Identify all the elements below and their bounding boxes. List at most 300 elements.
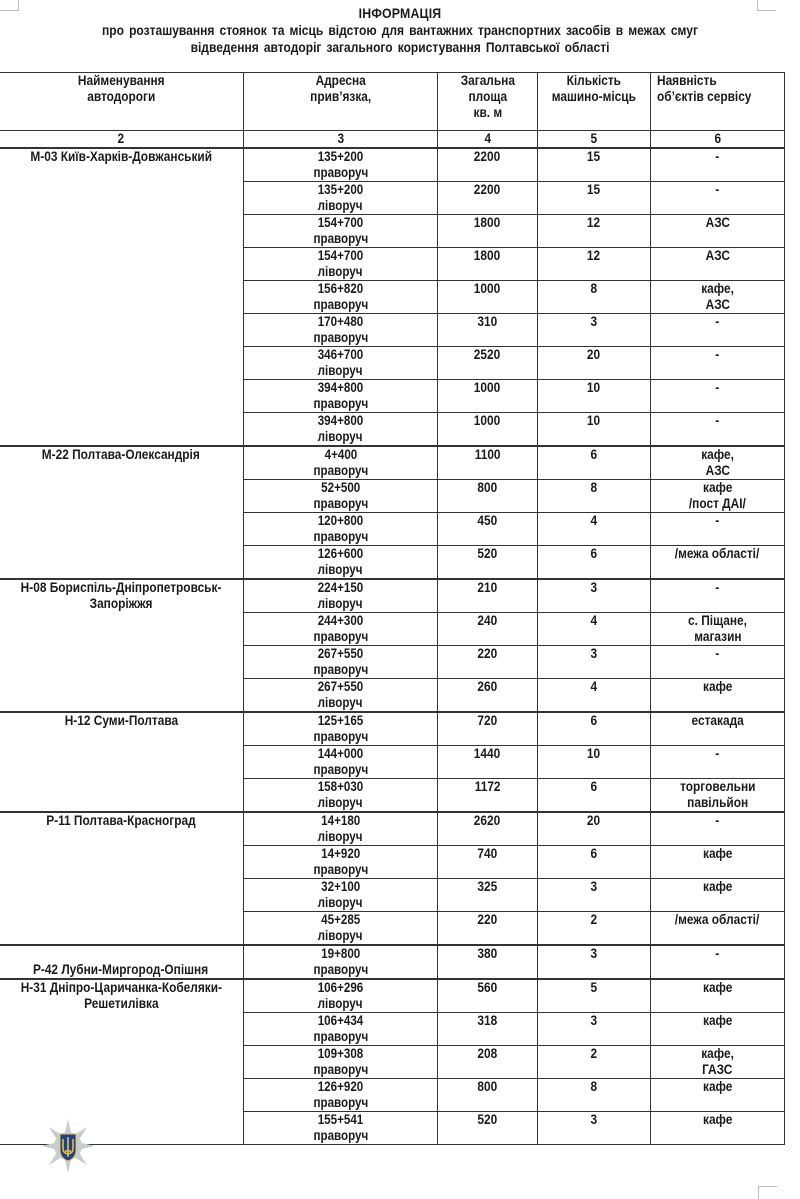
- area-cell: [438, 646, 538, 679]
- column-number-text: 5: [590, 131, 598, 146]
- address: [244, 182, 437, 214]
- spaces-value: 3: [590, 580, 598, 595]
- services: [651, 447, 784, 479]
- spaces-value: 2: [590, 1046, 598, 1061]
- area-cell: [438, 1079, 538, 1112]
- table-row: [0, 446, 785, 480]
- service-item: -: [715, 746, 720, 761]
- spaces-cell: [538, 1112, 651, 1145]
- column-number-row: [0, 131, 785, 149]
- kilometer-mark: 267+550: [317, 679, 364, 694]
- address-cell: [244, 879, 438, 912]
- service-item: /межа області/: [675, 546, 760, 561]
- document-header: [0, 5, 800, 56]
- address-cell: [244, 579, 438, 613]
- spaces-cell: [538, 380, 651, 413]
- road-side: ліворуч: [318, 829, 363, 844]
- table-row: [0, 812, 785, 846]
- spaces-value: 20: [587, 813, 601, 828]
- column-number: [651, 131, 785, 149]
- kilometer-mark: 244+300: [317, 613, 364, 628]
- spaces-value: 15: [587, 182, 601, 197]
- services: [651, 1112, 784, 1128]
- service-item: торговельни: [679, 779, 756, 794]
- service-cell: [651, 380, 785, 413]
- area-cell: [438, 579, 538, 613]
- address-cell: [244, 446, 438, 480]
- column-number: [438, 131, 538, 149]
- service-cell: [651, 812, 785, 846]
- table-row: [0, 945, 785, 979]
- area-cell: [438, 812, 538, 846]
- spaces-cell: [538, 646, 651, 679]
- spaces-value: 6: [590, 713, 598, 728]
- service-cell: [651, 446, 785, 480]
- spaces-value: 10: [587, 746, 601, 761]
- spaces-value: 2: [590, 912, 598, 927]
- address-cell: [244, 380, 438, 413]
- address: [244, 779, 437, 811]
- address-cell: [244, 912, 438, 946]
- spaces-value: 6: [590, 447, 598, 462]
- services: [651, 912, 784, 928]
- header-spaces: [538, 73, 651, 131]
- service-item: АЗС: [705, 297, 730, 312]
- service-cell: [651, 712, 785, 746]
- address: [244, 347, 437, 379]
- services: [651, 546, 784, 562]
- address: [244, 281, 437, 313]
- address: [244, 912, 437, 944]
- area-value: 800: [477, 1079, 498, 1094]
- spaces-value: 3: [590, 1013, 598, 1028]
- area-value: 1000: [474, 413, 501, 428]
- address: [244, 879, 437, 911]
- services: [651, 846, 784, 862]
- address-cell: [244, 546, 438, 580]
- table-row: [0, 148, 785, 182]
- address-cell: [244, 513, 438, 546]
- service-item: естакада: [691, 713, 744, 728]
- kilometer-mark: 394+800: [317, 380, 364, 395]
- spaces-value: 6: [590, 779, 598, 794]
- spaces-cell: [538, 779, 651, 813]
- service-cell: [651, 1112, 785, 1145]
- road-side: праворуч: [313, 729, 368, 744]
- spaces-cell: [538, 182, 651, 215]
- area-value: 1000: [474, 281, 501, 296]
- spaces-cell: [538, 347, 651, 380]
- area-value: 1800: [474, 215, 501, 230]
- address: [244, 480, 437, 512]
- kilometer-mark: 126+920: [317, 1079, 364, 1094]
- spaces-value: 8: [590, 1079, 598, 1094]
- services: [651, 347, 784, 363]
- spaces-cell: [538, 979, 651, 1013]
- spaces-value: 4: [590, 613, 598, 628]
- service-cell: [651, 1046, 785, 1079]
- service-item: кафе: [702, 1112, 733, 1127]
- address: [244, 980, 437, 1012]
- services: [651, 879, 784, 895]
- address: [244, 215, 437, 247]
- kilometer-mark: 154+700: [317, 215, 364, 230]
- road-name-cell: [0, 148, 244, 446]
- area-cell: [438, 912, 538, 946]
- service-cell: [651, 413, 785, 447]
- address-cell: [244, 1013, 438, 1046]
- kilometer-mark: 267+550: [317, 646, 364, 661]
- address: [244, 447, 437, 479]
- spaces-value: 8: [590, 281, 598, 296]
- address: [244, 513, 437, 545]
- spaces-value: 6: [590, 846, 598, 861]
- spaces-value: 3: [590, 1112, 598, 1127]
- road-side: праворуч: [313, 496, 368, 511]
- spaces-value: 6: [590, 546, 598, 561]
- police-star-trident-icon: [40, 1118, 96, 1174]
- kilometer-mark: 156+820: [317, 281, 364, 296]
- spaces-value: 20: [587, 347, 601, 362]
- road-side: праворуч: [313, 1128, 368, 1143]
- spaces-cell: [538, 613, 651, 646]
- address-cell: [244, 148, 438, 182]
- spaces-cell: [538, 679, 651, 713]
- spaces-cell: [538, 513, 651, 546]
- area-value: 210: [477, 580, 498, 595]
- area-value: 318: [477, 1013, 498, 1028]
- address-cell: [244, 1046, 438, 1079]
- area-value: 325: [477, 879, 498, 894]
- services: [651, 380, 784, 396]
- area-cell: [438, 281, 538, 314]
- services: [651, 746, 784, 762]
- spaces-cell: [538, 215, 651, 248]
- road-name: М-03 Київ-Харків-Довжанський: [30, 149, 212, 164]
- area-cell: [438, 314, 538, 347]
- services: [651, 215, 784, 231]
- address-cell: [244, 613, 438, 646]
- service-item: кафе: [702, 679, 733, 694]
- road-side: ліворуч: [318, 996, 363, 1011]
- area-value: 310: [477, 314, 498, 329]
- road-name: Н-31 Дніпро-Царичанка-Кобеляки- Решетилівка: [20, 980, 222, 1011]
- area-cell: [438, 1112, 538, 1145]
- kilometer-mark: 155+541: [317, 1112, 364, 1127]
- area-cell: [438, 546, 538, 580]
- service-cell: [651, 1013, 785, 1046]
- header-text: Загальна площа кв. м: [460, 73, 515, 120]
- road-side: праворуч: [313, 962, 368, 977]
- area-cell: [438, 613, 538, 646]
- service-item: -: [715, 646, 720, 661]
- kilometer-mark: 19+800: [320, 946, 361, 961]
- service-cell: [651, 215, 785, 248]
- area-value: 380: [477, 946, 498, 961]
- road-side: праворуч: [313, 662, 368, 677]
- area-value: 220: [477, 646, 498, 661]
- spaces-cell: [538, 1046, 651, 1079]
- service-item: павільйон: [687, 795, 748, 810]
- spaces-cell: [538, 281, 651, 314]
- header-text: Найменування автодороги: [77, 73, 165, 104]
- area-cell: [438, 1013, 538, 1046]
- service-cell: [651, 182, 785, 215]
- table-row: [0, 979, 785, 1013]
- address-cell: [244, 480, 438, 513]
- header-road-name: [0, 73, 244, 131]
- area-value: 450: [477, 513, 498, 528]
- road-side: ліворуч: [318, 928, 363, 943]
- spaces-cell: [538, 480, 651, 513]
- service-item: -: [715, 347, 720, 362]
- area-value: 2200: [474, 182, 501, 197]
- address-cell: [244, 679, 438, 713]
- road-side: ліворуч: [318, 695, 363, 710]
- kilometer-mark: 346+700: [317, 347, 364, 362]
- spaces-cell: [538, 446, 651, 480]
- services: [651, 813, 784, 829]
- area-cell: [438, 446, 538, 480]
- kilometer-mark: 109+308: [317, 1046, 364, 1061]
- service-cell: [651, 513, 785, 546]
- service-cell: [651, 879, 785, 912]
- services: [651, 613, 784, 645]
- document-subtitle-line-1: про розташування стоянок та місць відстою для вантажних транспортних засобів в межах смуг: [102, 22, 698, 38]
- address-cell: [244, 413, 438, 447]
- service-item: кафе: [702, 980, 733, 995]
- address: [244, 380, 437, 412]
- header-address: [244, 73, 438, 131]
- address-cell: [244, 846, 438, 879]
- address: [244, 546, 437, 578]
- address-cell: [244, 182, 438, 215]
- area-cell: [438, 480, 538, 513]
- road-side: праворуч: [313, 862, 368, 877]
- road-side: ліворуч: [318, 363, 363, 378]
- service-cell: [651, 314, 785, 347]
- address-cell: [244, 646, 438, 679]
- service-item: -: [715, 182, 720, 197]
- area-cell: [438, 413, 538, 447]
- address: [244, 846, 437, 878]
- service-cell: [651, 281, 785, 314]
- spaces-cell: [538, 912, 651, 946]
- road-name-cell: [0, 712, 244, 812]
- area-cell: [438, 979, 538, 1013]
- document-title: ІНФОРМАЦІЯ: [358, 5, 442, 21]
- road-side: ліворуч: [318, 795, 363, 810]
- address-cell: [244, 945, 438, 979]
- area-value: 520: [477, 546, 498, 561]
- area-value: 1800: [474, 248, 501, 263]
- spaces-value: 12: [587, 215, 601, 230]
- column-number-text: 2: [117, 131, 125, 146]
- header-text: Адресна прив’язка,: [309, 73, 372, 104]
- service-cell: [651, 846, 785, 879]
- area-value: 800: [477, 480, 498, 495]
- kilometer-mark: 135+200: [317, 149, 364, 164]
- kilometer-mark: 158+030: [317, 779, 364, 794]
- address: [244, 946, 437, 978]
- road-side: ліворуч: [318, 264, 363, 279]
- service-cell: [651, 579, 785, 613]
- address: [244, 1013, 437, 1045]
- services: [651, 980, 784, 996]
- document-subtitle-line-2: відведення автодоріг загального користування Полтавської області: [190, 39, 610, 55]
- area-value: 1100: [474, 447, 501, 462]
- table-row: [0, 712, 785, 746]
- kilometer-mark: 120+800: [317, 513, 364, 528]
- table-header-row: [0, 73, 785, 131]
- crop-corner-mark: [758, 1186, 777, 1199]
- area-value: 740: [477, 846, 498, 861]
- address: [244, 314, 437, 346]
- service-cell: [651, 248, 785, 281]
- header-text: Кількість машино-місць: [551, 73, 637, 104]
- service-cell: [651, 945, 785, 979]
- spaces-value: 10: [587, 413, 601, 428]
- service-cell: [651, 347, 785, 380]
- address-cell: [244, 248, 438, 281]
- services: [651, 513, 784, 529]
- column-number-text: 3: [337, 131, 344, 146]
- service-item: кафе,: [701, 1046, 734, 1061]
- address: [244, 646, 437, 678]
- spaces-value: 8: [590, 480, 598, 495]
- road-side: праворуч: [313, 1062, 368, 1077]
- service-item: АЗС: [705, 463, 730, 478]
- address-cell: [244, 746, 438, 779]
- header-text: Наявність об’єктів сервісу: [657, 73, 752, 104]
- column-number: [538, 131, 651, 149]
- address-cell: [244, 281, 438, 314]
- service-item: -: [715, 946, 720, 961]
- services: [651, 281, 784, 313]
- services: [651, 646, 784, 662]
- area-cell: [438, 347, 538, 380]
- service-item: кафе: [702, 846, 733, 861]
- service-item: кафе,: [701, 281, 734, 296]
- area-cell: [438, 248, 538, 281]
- kilometer-mark: 154+700: [317, 248, 364, 263]
- address-cell: [244, 314, 438, 347]
- area-value: 1172: [474, 779, 501, 794]
- service-cell: [651, 480, 785, 513]
- spaces-cell: [538, 812, 651, 846]
- spaces-value: 10: [587, 380, 601, 395]
- services: [651, 480, 784, 512]
- area-cell: [438, 1046, 538, 1079]
- kilometer-mark: 32+100: [320, 879, 361, 894]
- area-cell: [438, 679, 538, 713]
- road-side: праворуч: [313, 1095, 368, 1110]
- kilometer-mark: 126+600: [317, 546, 364, 561]
- service-item: АЗС: [705, 248, 730, 263]
- service-item: -: [715, 413, 720, 428]
- service-item: -: [715, 580, 720, 595]
- service-item: -: [715, 314, 720, 329]
- spaces-value: 3: [590, 314, 598, 329]
- road-name: Р-42 Лубни-Миргород-Опішня: [33, 962, 209, 977]
- kilometer-mark: 144+000: [317, 746, 364, 761]
- parking-table: [0, 72, 785, 1145]
- spaces-cell: [538, 846, 651, 879]
- area-value: 208: [477, 1046, 498, 1061]
- road-side: праворуч: [313, 1029, 368, 1044]
- road-side: ліворуч: [318, 562, 363, 577]
- address-cell: [244, 347, 438, 380]
- spaces-value: 4: [590, 513, 598, 528]
- service-item: кафе: [702, 480, 733, 495]
- road-side: праворуч: [313, 529, 368, 544]
- road-side: праворуч: [313, 231, 368, 246]
- road-name-cell: [0, 945, 244, 979]
- road-name-cell: [0, 446, 244, 579]
- spaces-cell: [538, 413, 651, 447]
- spaces-value: 4: [590, 679, 598, 694]
- area-cell: [438, 879, 538, 912]
- area-cell: [438, 846, 538, 879]
- service-item: ГАЗС: [702, 1062, 733, 1077]
- kilometer-mark: 170+480: [317, 314, 364, 329]
- services: [651, 580, 784, 596]
- area-value: 720: [477, 713, 498, 728]
- address: [244, 713, 437, 745]
- kilometer-mark: 224+150: [317, 580, 364, 595]
- area-cell: [438, 746, 538, 779]
- road-side: праворуч: [313, 629, 368, 644]
- spaces-cell: [538, 712, 651, 746]
- services: [651, 1013, 784, 1029]
- area-value: 260: [477, 679, 498, 694]
- road-side: праворуч: [313, 396, 368, 411]
- area-cell: [438, 945, 538, 979]
- service-cell: [651, 779, 785, 813]
- service-item: кафе,: [701, 447, 734, 462]
- services: [651, 182, 784, 198]
- service-item: -: [715, 513, 720, 528]
- area-cell: [438, 712, 538, 746]
- service-item: кафе: [702, 879, 733, 894]
- road-side: праворуч: [313, 762, 368, 777]
- service-item: /пост ДАІ/: [689, 496, 746, 511]
- road-name: М-22 Полтава-Олександрія: [42, 447, 200, 462]
- address: [244, 1046, 437, 1078]
- service-item: кафе: [702, 1079, 733, 1094]
- road-name: Н-12 Суми-Полтава: [64, 713, 178, 728]
- road-name-cell: [0, 979, 244, 1145]
- kilometer-mark: 135+200: [317, 182, 364, 197]
- area-cell: [438, 182, 538, 215]
- address: [244, 1112, 437, 1144]
- area-value: 2200: [474, 149, 501, 164]
- kilometer-mark: 106+434: [317, 1013, 364, 1028]
- service-cell: [651, 546, 785, 580]
- services: [651, 713, 784, 729]
- services: [651, 314, 784, 330]
- service-cell: [651, 1079, 785, 1112]
- services: [651, 779, 784, 811]
- kilometer-mark: 125+165: [317, 713, 364, 728]
- spaces-value: 3: [590, 946, 598, 961]
- kilometer-mark: 4+400: [324, 447, 357, 462]
- table-body: [0, 148, 785, 1145]
- service-cell: [651, 148, 785, 182]
- address: [244, 149, 437, 181]
- address-cell: [244, 1112, 438, 1145]
- area-cell: [438, 779, 538, 813]
